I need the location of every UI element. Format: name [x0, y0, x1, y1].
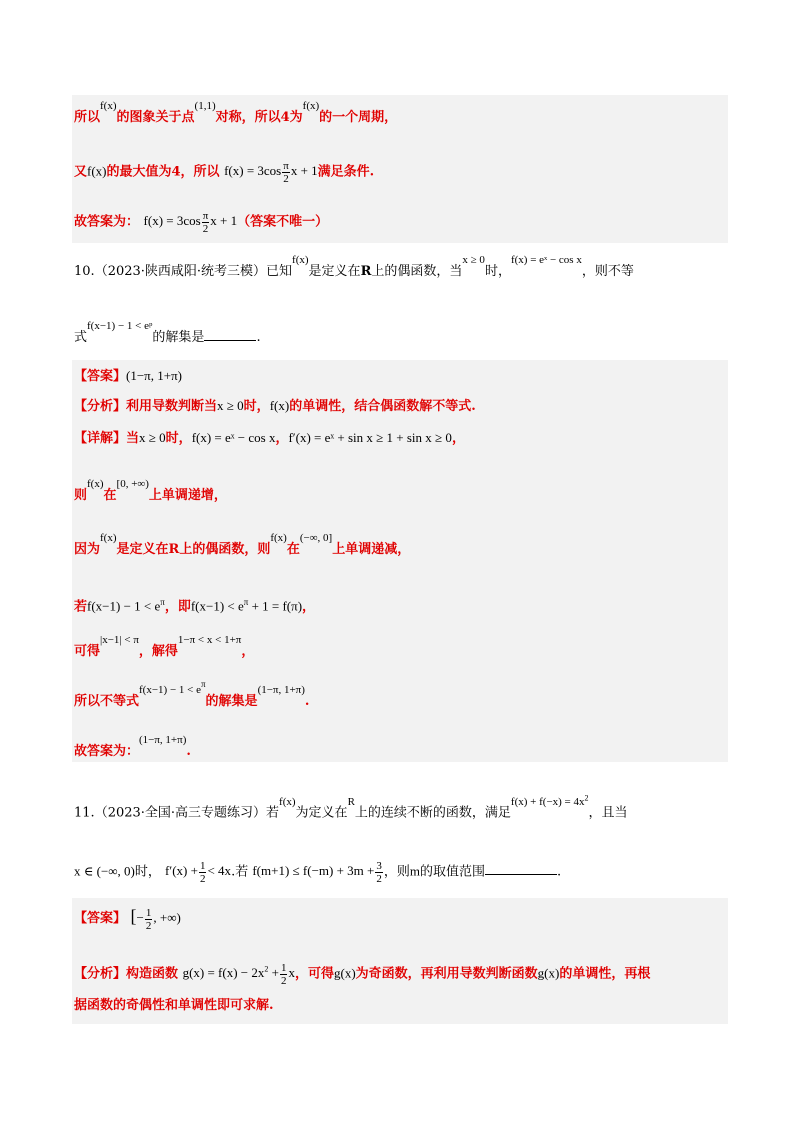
answer-10-line-3: 【详解】当x ≥ 0时，f(x) = eˣ − cos x，f′(x) = eˣ + sin x ≥ 1 + sin x ≥ 0，	[74, 430, 465, 446]
band1-line-1: 所以$^{f(x)}$的图象关于点$^{(1,1)}$对称，所以4为$^{f(x)}$的一个周期，	[74, 100, 398, 125]
band1-line-2: 又f(x)的最大值为4，所以 f(x) = 3cos $\frac{\pi}{2}$ x + 1满足条件.	[74, 160, 375, 185]
math-inequality: f(x−1) − 1 < eᵖ	[87, 320, 153, 332]
answer-10-line-5: 因为$^{f(x)}$是定义在R上的偶函数，则$^{f(x)}$在$^{(-\infty, 0]}$上单调递减，	[74, 532, 411, 557]
math-equation: f(x) = 3cos $\frac{\pi}{2}$ x + 1	[224, 160, 318, 185]
math-equation: f(x) = 3cos $\frac{\pi}{2}$ x + 1	[143, 210, 238, 235]
question-11-line-2: x ∈ (−∞, 0)时， f′(x) + $\frac{1}{2}$ < 4x.若 f(m+1) ≤ f(−m) + 3m + $\frac{3}{2}$ ，则m的取值范围 .	[74, 860, 562, 885]
answer-10-line-2: 【分析】利用导数判断当x ≥ 0时，f(x)的单调性，结合偶函数解不等式.	[74, 398, 476, 414]
answer-11-line-2: 【分析】构造函数 $g(x) = f(x) - 2x^2$ + $\frac{1}{2}$ x，可得g(x)为奇函数，再利用导数判断函数g(x)的单调性，再根	[74, 961, 651, 987]
answer-10-line-6: 若$f(x-1) - 1 < e^\pi$，即$f(x-1) < e^\pi + 1 = f(\pi)$，	[74, 597, 316, 615]
answer-10-line-7: 可得$^{|x-1| < \pi}$，解得$^{1-\pi < x < 1+\pi}$，	[74, 634, 255, 659]
question-10-line-1: 10.（2023·陕西咸阳·统考三模）已知$^{f(x)}$是定义在R上的偶函数，当$^{x \ge 0}$时，$^{f(x) = eˣ - cos x}$，则不等	[74, 254, 634, 279]
answer-blank	[485, 860, 557, 875]
answer-blank	[204, 326, 256, 341]
math-fx: f(x)	[87, 163, 107, 179]
answer-10-line-8: 所以不等式$^{f(x-1) - 1 < e\pi}$的解集是$^{(1-\pi, 1+\pi)}$.	[74, 679, 310, 709]
math-interval: [− $\frac{1}{2}$ , +∞)	[130, 906, 181, 932]
math-fx: f(x)	[100, 100, 117, 112]
band1-line-3: 故答案为： f(x) = 3cos $\frac{\pi}{2}$ x + 1（答案不唯一）	[74, 210, 329, 235]
answer-10-line-9: 故答案为：$^{(1-\pi, 1+\pi)}$.	[74, 734, 191, 759]
math-fx: f(x)	[302, 100, 320, 112]
math-point: (1,1)	[194, 100, 216, 112]
question-10-line-2: 式$^{f(x-1) - 1 < eᵖ}$的解集是 .	[74, 320, 261, 345]
answer-10-line-4: 则$^{f(x)}$在$^{[0, +\infty)}$上单调递增，	[74, 478, 227, 503]
answer-10-line-1: 【答案】(1−π, 1+π)	[74, 368, 182, 384]
answer-11-line-1: 【答案】 [− $\frac{1}{2}$ , +∞)	[74, 906, 181, 932]
question-11-line-1: 11.（2023·全国·高三专题练习）若$^{f(x)}$为定义在$^R$上的连续不断的函数，满足$^{f(x) + f(-x) = 4x^2}$，且当	[74, 793, 628, 821]
answer-11-line-3: 据函数的奇偶性和单调性即可求解.	[74, 998, 274, 1013]
